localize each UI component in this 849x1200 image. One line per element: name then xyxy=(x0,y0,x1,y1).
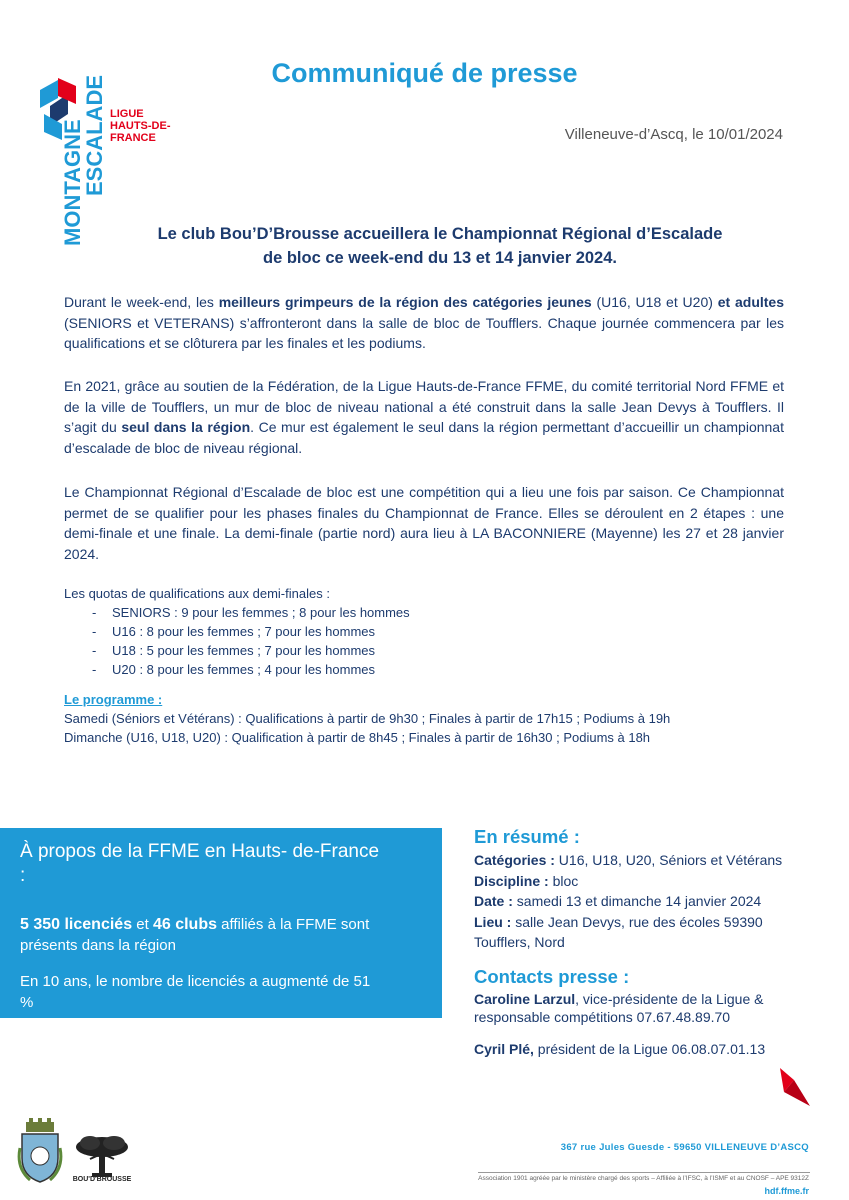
headline-line: de bloc ce week-end du 13 et 14 janvier 2024. xyxy=(262,249,617,267)
about-growth: En 10 ans, le nombre de licenciés a augmenté de 51 % xyxy=(20,973,371,1011)
summary-row xyxy=(474,850,814,871)
contact-name: Cyril Plé, xyxy=(474,1041,534,1057)
footer-url-link[interactable]: hdf.ffme.fr xyxy=(764,1186,809,1196)
contact-entry xyxy=(474,990,814,1026)
club-label: BOU'D'BROUSSE xyxy=(72,1176,132,1183)
logo-montagne-text: MONTAGNE xyxy=(60,119,85,246)
programme-line: Samedi (Séniors et Vétérans) : Qualifications à partir de 9h30 ; Finales à partir de 17h15 ; Podiums à 19h xyxy=(64,711,671,726)
summary-row xyxy=(474,871,814,892)
summary-label: Date : xyxy=(474,893,513,910)
quotas-intro: Les quotas de qualifications aux demi-finales : xyxy=(64,586,330,601)
text: Durant le week-end, les xyxy=(64,294,219,310)
summary-value: bloc xyxy=(548,872,579,889)
programme-title: Le programme : xyxy=(64,692,163,707)
about-box xyxy=(0,828,442,1018)
dateline: Villeneuve-d’Ascq, le 10/01/2024 xyxy=(564,126,783,143)
contacts-section xyxy=(474,966,814,1072)
programme-line: Dimanche (U16, U18, U20) : Qualification à partir de 8h45 ; Finales à partir de 16h30 ; Podiums à 18h xyxy=(64,730,651,745)
text: affiliés à la FFME sont présents dans la région xyxy=(20,916,370,954)
text: (SENIORS et VETERANS) s’affronteront dans la salle de bloc de Toufflers. Chaque journée commencera par les qualifications et se clôturera par les finales et les podiums. xyxy=(64,314,784,352)
text: . Ce mur est également le seul dans la région permettant d’accueillir un championnat d’escalade de bloc de niveau régional. xyxy=(64,419,784,456)
list-item: - U16 : 8 pour les femmes ; 7 pour les hommes xyxy=(92,622,664,641)
summary-value: salle Jean Devys, rue des écoles 59390 Toufflers, Nord xyxy=(474,913,763,951)
summary-label: Catégories : xyxy=(474,852,555,868)
contact-entry xyxy=(474,1040,814,1058)
summary-row xyxy=(474,891,814,912)
decorative-mark-icon xyxy=(774,1066,814,1112)
paragraph-weekend xyxy=(64,292,784,354)
contact-name: Caroline Larzul xyxy=(474,991,576,1007)
contact-info: , vice-présidente de la Ligue & responsable compétitions 07.67.48.89.70 xyxy=(474,991,764,1025)
summary-label: Lieu : xyxy=(474,913,512,930)
bold-text: 46 clubs xyxy=(152,916,217,933)
text: et xyxy=(132,916,153,933)
bold-text: meilleurs grimpeurs de la région des catégories jeunes xyxy=(218,294,592,310)
about-stats xyxy=(20,914,370,956)
summary-value: samedi 13 et dimanche 14 janvier 2024 xyxy=(512,893,762,910)
list-item: - SENIORS : 9 pour les femmes ; 8 pour les hommes xyxy=(92,603,664,622)
bold-text: seul dans la région xyxy=(121,419,251,436)
summary-row xyxy=(474,912,814,953)
about-heading: À propos de la FFME en Hauts- de-France : xyxy=(20,841,380,886)
list-item: - U18 : 5 pour les femmes ; 7 pour les hommes xyxy=(92,641,664,660)
summary-value: U16, U18, U20, Séniors et Vétérans xyxy=(554,852,783,868)
list-item: - U20 : 8 pour les femmes ; 4 pour les hommes xyxy=(92,660,664,679)
paragraph-history xyxy=(64,376,784,458)
bold-text: et adultes xyxy=(717,294,785,310)
logo-ligue-text xyxy=(110,108,171,144)
bold-text: 5 350 licenciés xyxy=(20,916,133,933)
page-title: Communiqué de presse xyxy=(271,58,578,88)
logo-ligue-line: HAUTS-DE- xyxy=(110,120,171,132)
quotas-section xyxy=(64,584,664,679)
programme-section xyxy=(64,690,804,747)
headline xyxy=(90,222,790,270)
quotas-list xyxy=(64,603,664,679)
logo-ligue-line: FRANCE xyxy=(110,132,156,144)
logo-ligue-line: LIGUE xyxy=(110,108,144,120)
summary-section xyxy=(474,826,814,953)
paragraph-championship: Le Championnat Régional d’Escalade de bloc est une compétition qui a lieu une fois par saison. Ce Championnat permet de se qualifier pour les phases finales du Championnat de France. Elles se déroulent en 2 étapes : une demi-finale et une finale. La demi-finale (partie nord) aura lieu à LA BACONNIERE (Mayenne) les 27 et 28 janvier 2024. xyxy=(64,484,784,562)
text: En 2021, grâce au soutien de la Fédération, de la Ligue Hauts-de-France FFME, du comité territorial Nord FFME et de la ville de Toufflers, un mur de bloc de niveau national a été construit dans la salle Jean Devys à Toufflers. Il s’agit du xyxy=(64,378,784,436)
logo-escalade-text: ESCALADE xyxy=(82,74,107,196)
contact-info: président de la Ligue 06.08.07.01.13 xyxy=(533,1041,766,1057)
footer-address: 367 rue Jules Guesde - 59650 VILLENEUVE D’ASCQ xyxy=(560,1142,809,1153)
text: (U16, U18 et U20) xyxy=(591,294,718,310)
contacts-heading: Contacts presse : xyxy=(474,966,630,987)
footer-legal: Association 1901 agréée par le ministère chargé des sports – Affiliée à l’IFSC, à l’ISMF et au CNOSF – APE 9312Z xyxy=(478,1175,809,1182)
summary-label: Discipline : xyxy=(474,872,549,889)
summary-heading: En résumé : xyxy=(474,826,580,847)
footer-divider xyxy=(478,1172,810,1173)
headline-line: Le club Bou’D’Brousse accueillera le Championnat Régional d’Escalade xyxy=(157,225,723,243)
town-crest-icon xyxy=(16,1118,64,1188)
